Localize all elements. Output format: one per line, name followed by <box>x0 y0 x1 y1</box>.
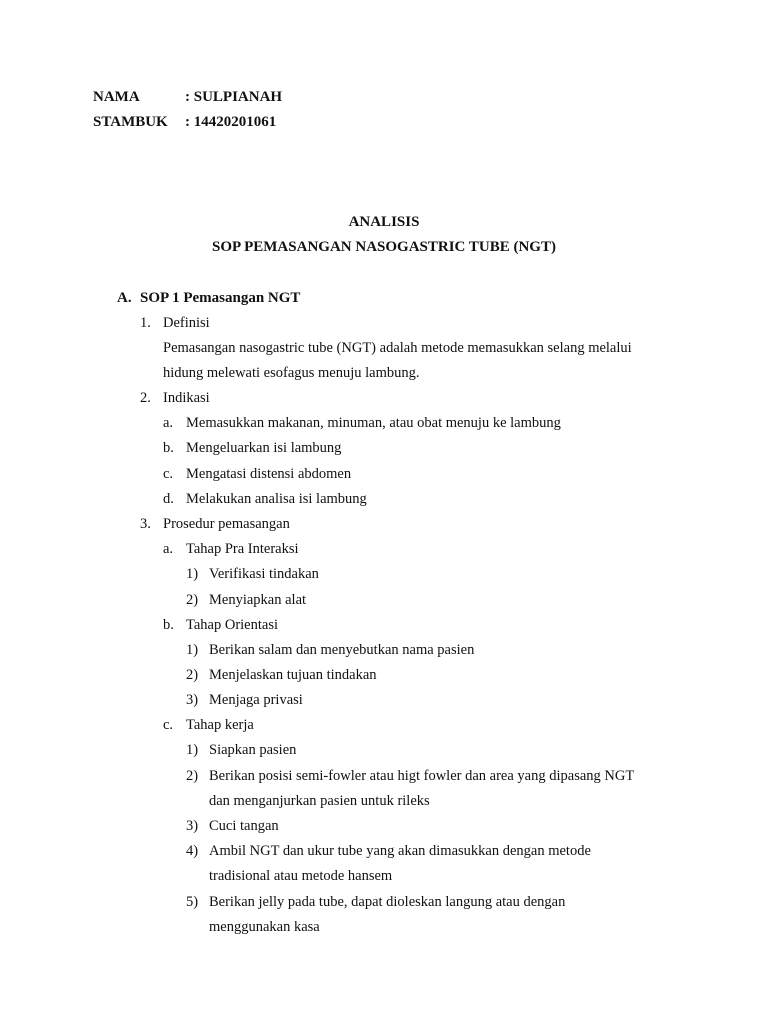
stage-a-label: Tahap Pra Interaksi <box>186 541 299 557</box>
stage-b-marker: b. <box>163 617 174 633</box>
step-marker: 4) <box>186 843 199 859</box>
stambuk-label: STAMBUK <box>93 114 168 130</box>
item2-label: Indikasi <box>163 390 210 406</box>
section-a-marker: A. <box>117 290 132 306</box>
indication-text: Memasukkan makanan, minuman, atau obat menuju ke lambung <box>186 415 561 431</box>
definition-text-line2: hidung melewati esofagus menuju lambung. <box>163 365 420 381</box>
step-marker: 5) <box>186 894 199 910</box>
item1-label: Definisi <box>163 315 210 331</box>
stage-c-marker: c. <box>163 717 174 733</box>
item1-marker: 1. <box>140 315 151 331</box>
stage-b-label: Tahap Orientasi <box>186 617 278 633</box>
stage-a-marker: a. <box>163 541 174 557</box>
indication-marker: a. <box>163 415 174 431</box>
indication-text: Mengatasi distensi abdomen <box>186 466 352 482</box>
step-marker: 2) <box>186 592 199 608</box>
indication-marker: c. <box>163 466 174 482</box>
indication-marker: b. <box>163 440 174 456</box>
step-text: Ambil NGT dan ukur tube yang akan dimasukkan dengan metode <box>209 843 591 859</box>
section-a-heading: SOP 1 Pemasangan NGT <box>140 290 301 306</box>
indication-text: Mengeluarkan isi lambung <box>186 440 342 456</box>
step-text-continued: dan menganjurkan pasien untuk rileks <box>209 793 430 809</box>
step-text: Berikan salam dan menyebutkan nama pasien <box>209 642 475 658</box>
item3-label: Prosedur pemasangan <box>163 516 290 532</box>
item2-marker: 2. <box>140 390 151 406</box>
indication-text: Melakukan analisa isi lambung <box>186 491 367 507</box>
nama-label: NAMA <box>93 89 140 105</box>
doc-title-line2: SOP PEMASANGAN NASOGASTRIC TUBE (NGT) <box>212 239 556 255</box>
step-text: Berikan jelly pada tube, dapat dioleskan langung atau dengan <box>209 894 566 910</box>
item3-marker: 3. <box>140 516 151 532</box>
step-marker: 2) <box>186 667 199 683</box>
step-text-continued: tradisional atau metode hansem <box>209 868 393 884</box>
step-marker: 1) <box>186 742 199 758</box>
step-text: Menjaga privasi <box>209 692 303 708</box>
step-text: Cuci tangan <box>209 818 279 834</box>
nama-value: : SULPIANAH <box>185 89 283 105</box>
step-text: Berikan posisi semi-fowler atau higt fowler dan area yang dipasang NGT <box>209 768 635 784</box>
step-text: Verifikasi tindakan <box>209 566 319 582</box>
doc-title-line1: ANALISIS <box>348 214 420 230</box>
step-text-continued: menggunakan kasa <box>209 919 320 935</box>
definition-text-line1: Pemasangan nasogastric tube (NGT) adalah metode memasukkan selang melalui <box>163 340 632 356</box>
step-text: Menyiapkan alat <box>209 592 307 608</box>
indication-marker: d. <box>163 491 174 507</box>
step-marker: 1) <box>186 566 199 582</box>
step-marker: 3) <box>186 818 199 834</box>
stambuk-value: : 14420201061 <box>185 114 277 130</box>
step-marker: 3) <box>186 692 199 708</box>
stage-c-label: Tahap kerja <box>186 717 254 733</box>
step-text: Siapkan pasien <box>209 742 297 758</box>
step-marker: 1) <box>186 642 199 658</box>
step-text: Menjelaskan tujuan tindakan <box>209 667 377 683</box>
step-marker: 2) <box>186 768 199 784</box>
